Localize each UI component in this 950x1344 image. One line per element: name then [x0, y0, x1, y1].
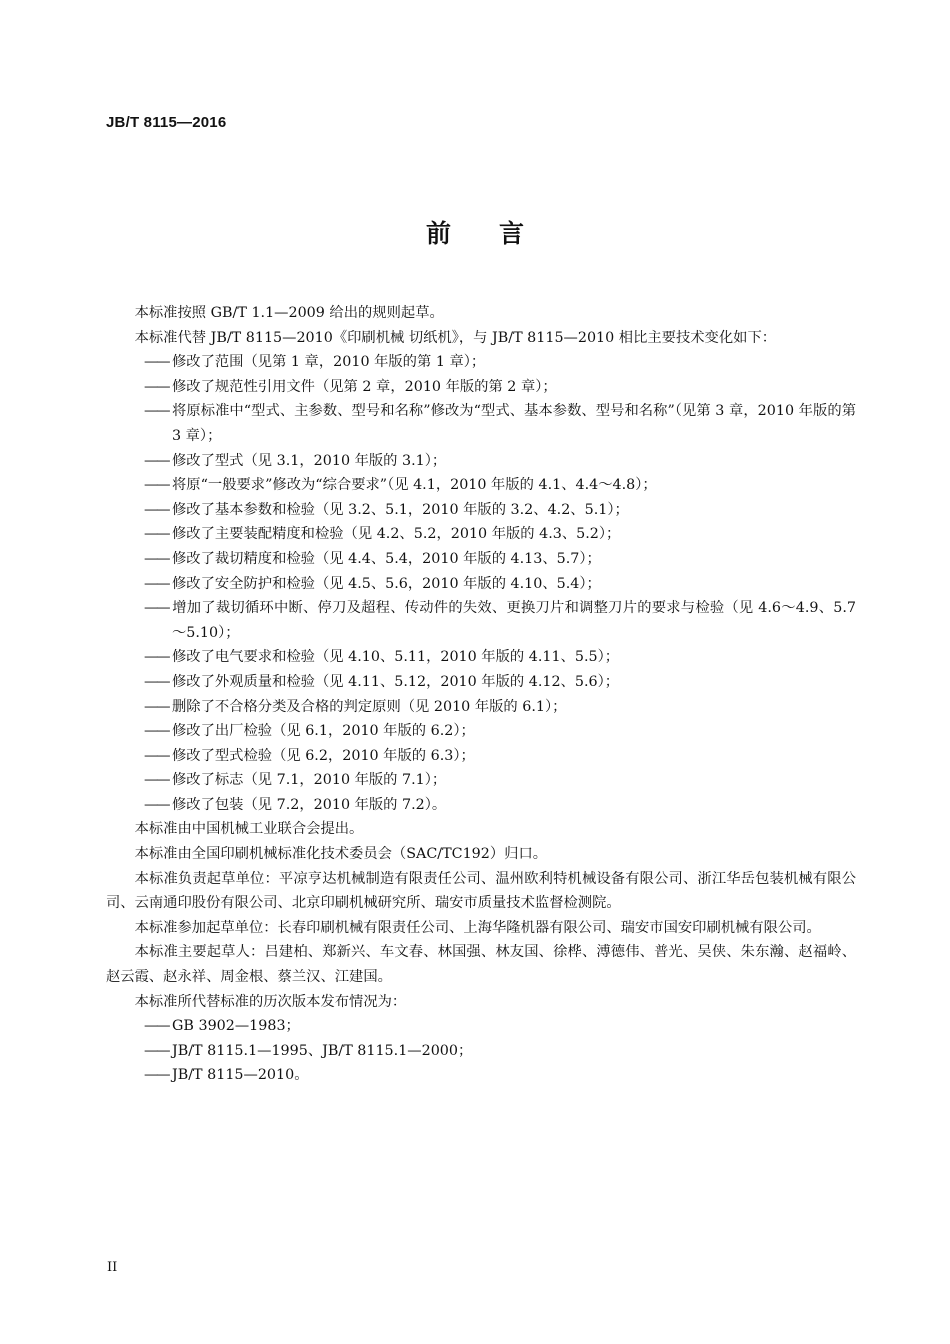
history-item-text: JB/T 8115—2010。: [172, 1067, 309, 1084]
page-title: 前言: [425, 219, 572, 248]
history-item: [106, 1039, 856, 1064]
change-item: [106, 522, 856, 547]
foreword-body: [106, 301, 856, 1088]
change-item: [106, 572, 856, 597]
change-item-text: 增加了裁切循环中断、停刀及超程、传动件的失效、更换刀片和调整刀片的要求与检验（见 4.6～4.9、5.7～5.10）；: [172, 600, 856, 641]
change-item-text: 修改了规范性引用文件（见第 2 章，2010 年版的第 2 章）；: [172, 378, 557, 395]
dash-mark: ——: [144, 550, 169, 567]
history-item: [106, 1014, 856, 1039]
dash-mark: ——: [144, 1042, 169, 1059]
change-item-text: 将原标准中“型式、主参数、型号和名称”修改为“型式、基本参数、型号和名称”（见第 3 章，2010 年版的第 3 章）；: [172, 403, 856, 444]
dash-mark: ——: [144, 649, 169, 666]
history-item-text: GB 3902—1983；: [172, 1018, 300, 1035]
intro-paragraph-2: 本标准代替 JB/T 8115—2010《印刷机械 切纸机》，与 JB/T 8115—2010 相比主要技术变化如下：: [134, 329, 777, 346]
dash-mark: ——: [144, 501, 169, 518]
managed-by-paragraph: 本标准由全国印刷机械标准化技术委员会（SAC/TC192）归口。: [134, 846, 548, 863]
dash-mark: ——: [144, 477, 169, 494]
dash-mark: ——: [144, 673, 169, 690]
dash-mark: ——: [144, 403, 169, 420]
change-item-text: 修改了电气要求和检验（见 4.10、5.11，2010 年版的 4.11、5.5）；: [172, 649, 620, 666]
change-item-text: 修改了标志（见 7.1，2010 年版的 7.1）；: [172, 772, 447, 789]
change-item-text: 修改了型式（见 3.1，2010 年版的 3.1）；: [172, 452, 447, 469]
dash-mark: ——: [144, 772, 169, 789]
dash-mark: ——: [144, 575, 169, 592]
history-intro-paragraph: 本标准所代替标准的历次版本发布情况为：: [134, 993, 407, 1010]
change-item: [106, 719, 856, 744]
change-item-text: 修改了包装（见 7.2，2010 年版的 7.2）。: [172, 796, 447, 813]
dash-mark: ——: [144, 354, 169, 371]
dash-mark: ——: [144, 747, 169, 764]
change-item-text: 修改了外观质量和检验（见 4.11、5.12，2010 年版的 4.12、5.6）；: [172, 673, 620, 690]
change-item: [106, 793, 856, 818]
change-item: [106, 670, 856, 695]
change-item: [106, 645, 856, 670]
dash-mark: ——: [144, 452, 169, 469]
intro-paragraph-1: 本标准按照 GB/T 1.1—2009 给出的规则起草。: [134, 305, 444, 321]
change-item-text: 修改了型式检验（见 6.2，2010 年版的 6.3）；: [172, 747, 475, 764]
change-item: [106, 399, 856, 448]
change-item: [106, 350, 856, 375]
change-item-text: 修改了范围（见第 1 章，2010 年版的第 1 章）；: [172, 354, 486, 371]
change-item: [106, 596, 856, 645]
change-item-text: 将原“一般要求”修改为“综合要求”（见 4.1，2010 年版的 4.1、4.4～4.8）；: [172, 477, 657, 494]
history-item-text: JB/T 8115.1—1995、JB/T 8115.1—2000；: [172, 1042, 473, 1059]
change-item: [106, 498, 856, 523]
dash-mark: ——: [144, 1067, 169, 1084]
change-item: [106, 547, 856, 572]
dash-mark: ——: [144, 600, 169, 617]
change-item-text: 修改了基本参数和检验（见 3.2、5.1，2010 年版的 3.2、4.2、5.1）；: [172, 501, 629, 518]
dash-mark: ——: [144, 378, 169, 395]
change-item-text: 修改了主要装配精度和检验（见 4.2、5.2，2010 年版的 4.3、5.2）；: [172, 526, 621, 543]
change-item: [106, 768, 856, 793]
drafting-units-paragraph: 本标准负责起草单位：平凉亨达机械制造有限责任公司、温州欧利特机械设备有限公司、浙江华岳包装机械有限公司、云南通印股份有限公司、北京印刷机械研究所、瑞安市质量技术监督检测院。: [106, 870, 856, 912]
dash-mark: ——: [144, 796, 169, 813]
change-item-text: 修改了裁切精度和检验（见 4.4、5.4，2010 年版的 4.13、5.7）；: [172, 550, 601, 567]
participating-units-paragraph: 本标准参加起草单位：长春印刷机械有限责任公司、上海华隆机器有限公司、瑞安市国安印刷机械有限公司。: [134, 919, 821, 936]
drafters-paragraph: 本标准主要起草人：吕建柏、郑新兴、车文春、林国强、林友国、徐桦、溥德伟、普光、吴侠、朱东瀚、赵福岭、赵云霞、赵永祥、周金根、蔡兰汉、江建国。: [106, 944, 856, 986]
page-number: II: [107, 1260, 118, 1275]
dash-mark: ——: [144, 698, 169, 715]
dash-mark: ——: [144, 526, 169, 543]
proposed-by-paragraph: 本标准由中国机械工业联合会提出。: [134, 821, 364, 838]
change-item-text: 修改了安全防护和检验（见 4.5、5.6，2010 年版的 4.10、5.4）；: [172, 575, 601, 592]
change-item: [106, 744, 856, 769]
document-code: JB/T 8115—2016: [106, 114, 227, 131]
change-item-text: 删除了不合格分类及合格的判定原则（见 2010 年版的 6.1）；: [172, 698, 567, 715]
history-item: [106, 1063, 856, 1088]
change-item: [106, 473, 856, 498]
dash-mark: ——: [144, 723, 169, 740]
change-item: [106, 375, 856, 400]
change-item: [106, 695, 856, 720]
change-item: [106, 449, 856, 474]
change-item-text: 修改了出厂检验（见 6.1，2010 年版的 6.2）；: [172, 723, 475, 740]
dash-mark: ——: [144, 1018, 169, 1035]
